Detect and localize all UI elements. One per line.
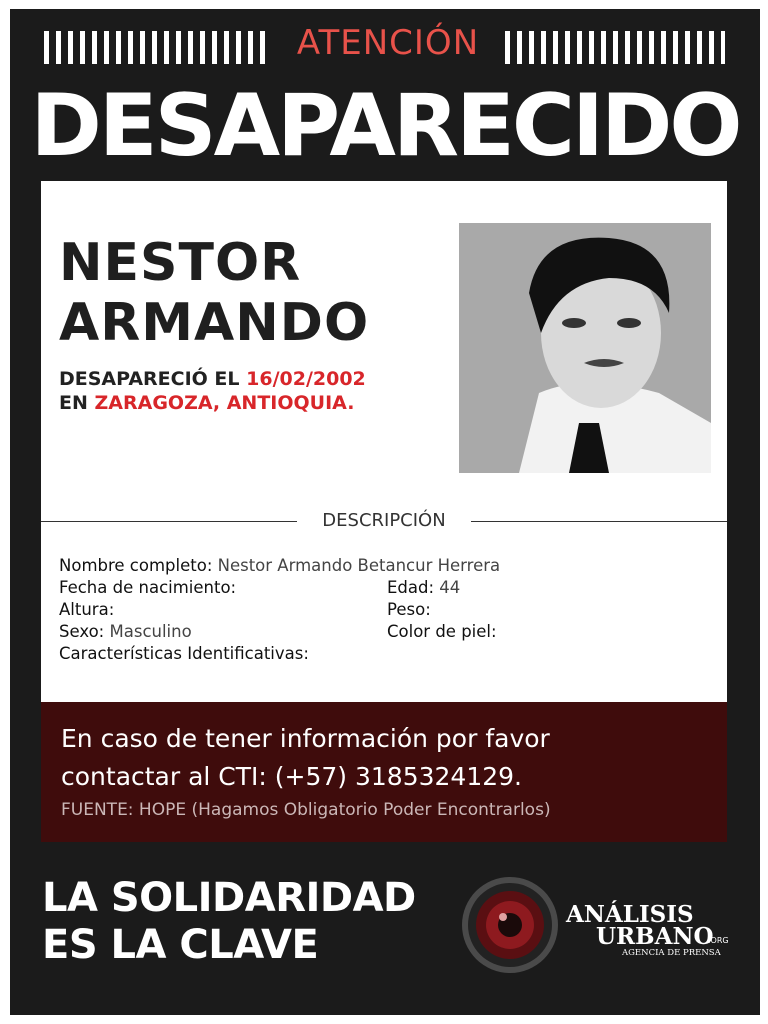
brand-tagline: AGENCIA DE PRENSA <box>622 948 721 958</box>
person-photo <box>459 223 711 473</box>
divider-left <box>41 521 297 522</box>
source-text: FUENTE: HOPE (Hagamos Obligatorio Poder Encontrarlos) <box>61 800 551 820</box>
divider-right <box>471 521 727 522</box>
field-weight: Peso: <box>387 600 431 619</box>
field-age: Edad: 44 <box>387 578 461 597</box>
description-title: DESCRIPCIÓN <box>322 510 446 531</box>
missing-person-poster <box>10 9 760 1015</box>
slogan: LA SOLIDARIDAD ES LA CLAVE <box>42 875 416 968</box>
brand-line2: URBANO <box>596 923 714 950</box>
brand-line1: ANÁLISIS <box>566 901 694 928</box>
field-birth: Fecha de nacimiento: <box>59 578 237 597</box>
field-height: Altura: <box>59 600 115 619</box>
portrait-illustration <box>459 223 711 473</box>
field-sex: Sexo: Masculino <box>59 622 192 641</box>
headline: DESAPARECIDO <box>30 76 740 176</box>
camera-lens-logo-icon <box>460 875 560 975</box>
place-prefix: EN <box>59 392 95 414</box>
missing-info <box>59 367 366 415</box>
decorative-bars-right <box>505 31 725 64</box>
person-second-name: ARMANDO <box>59 293 370 353</box>
decorative-bars-left <box>44 31 269 64</box>
contact-panel <box>41 702 727 842</box>
person-first-name: NESTOR <box>59 233 302 293</box>
missing-date: 16/02/2002 <box>246 368 366 390</box>
attention-label: ATENCIÓN <box>296 23 480 63</box>
field-skin: Color de piel: <box>387 622 497 641</box>
person-card <box>41 181 727 702</box>
missing-place: ZARAGOZA, ANTIOQUIA. <box>94 392 355 414</box>
brand-suffix: .ORG <box>708 936 729 945</box>
missing-prefix: DESAPARECIÓ EL <box>59 368 247 390</box>
field-full-name: Nombre completo: Nestor Armando Betancur Herrera <box>59 556 501 575</box>
person-name <box>59 233 369 353</box>
contact-message: En caso de tener información por favor contactar al CTI: (+57) 3185324129. <box>61 724 550 791</box>
field-features: Características Identificativas: <box>59 644 309 663</box>
